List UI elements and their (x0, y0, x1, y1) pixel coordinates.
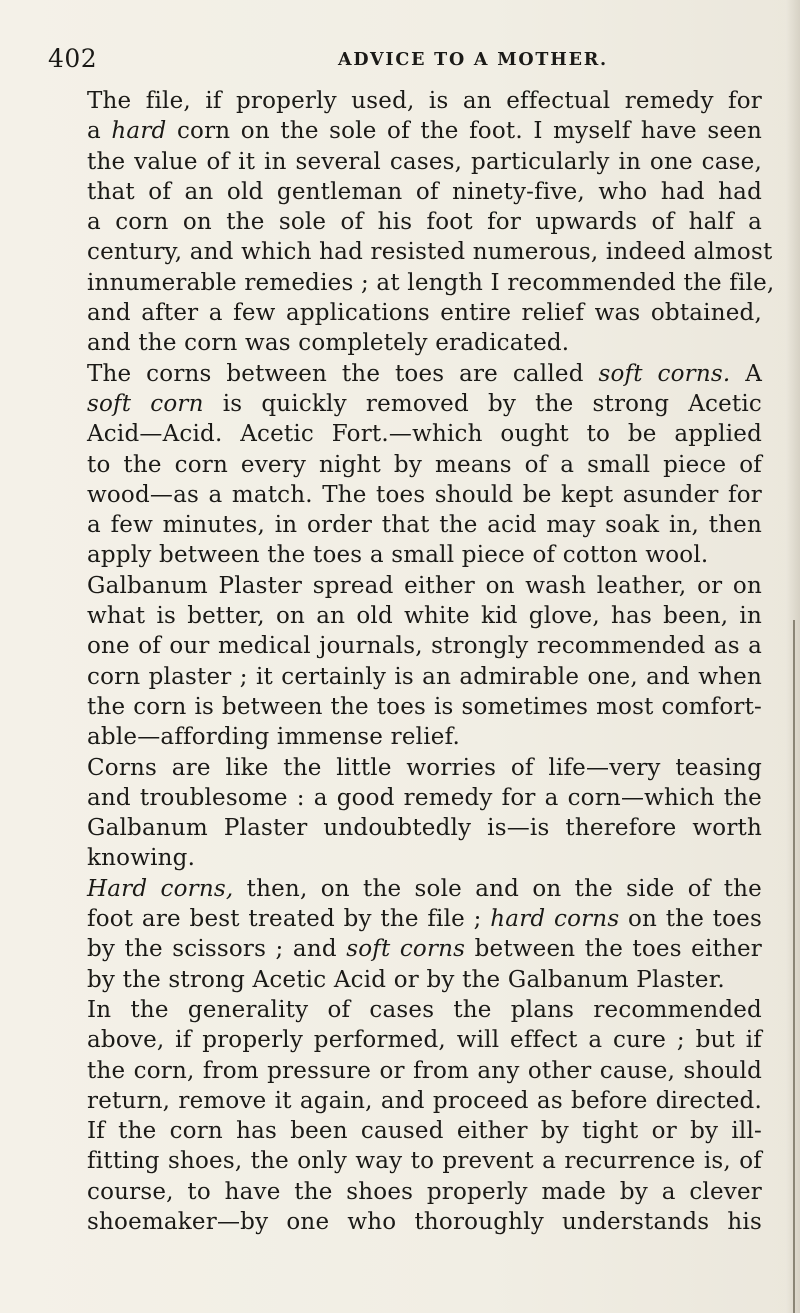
text-run: then, on the sole and on the side of the (233, 875, 762, 902)
text-run: return, remove it again, and proceed as before directed. (87, 1087, 762, 1114)
text-line (87, 328, 762, 358)
text-run: on the toes (619, 906, 762, 933)
text-line (87, 904, 762, 934)
text-line (87, 237, 773, 267)
text-line (87, 510, 762, 540)
body-text (87, 86, 775, 1237)
text-run: that of an old gentleman of ninety-five, who had had (87, 178, 762, 205)
text-line (87, 1056, 762, 1086)
text-run: a few minutes, in order that the acid may soak in, then (87, 512, 762, 539)
text-run: The file, if properly used, is an effectual remedy for (87, 88, 762, 114)
text-line (87, 874, 762, 904)
italic-text: hard corns (490, 906, 620, 933)
text-run: and after a few applications entire relief was obtained, (87, 300, 762, 327)
text-run: A (730, 360, 763, 387)
text-run: the corn, from pressure or from any other cause, should (87, 1057, 762, 1084)
text-line (87, 298, 762, 328)
italic-text: soft corn (87, 390, 204, 417)
text-line (87, 1146, 762, 1176)
italic-text: Hard corns, (87, 875, 234, 902)
text-run: one of our medical journals, strongly recommended as a (87, 633, 762, 660)
text-run: Acid—Acid. Acetic Fort.—which ought to be applied (87, 421, 762, 448)
page-header (48, 44, 768, 78)
text-line (87, 965, 762, 995)
page-edge-line (793, 620, 795, 1313)
text-line (87, 389, 762, 419)
text-run: apply between the toes a small piece of cotton wool. (87, 542, 709, 569)
italic-text: hard (111, 118, 167, 145)
text-run: shoemaker—by one who thoroughly understands his (87, 1208, 762, 1235)
text-line (87, 662, 762, 692)
text-run: fitting shoes, the only way to prevent a recurrence is, of (87, 1148, 762, 1175)
text-run: a corn on the sole of his foot for upwards of half a (87, 209, 762, 236)
text-run: and the corn was completely eradicated. (87, 330, 570, 357)
text-line (87, 480, 762, 510)
text-run: above, if properly performed, will effect a cure ; but if (87, 1027, 762, 1054)
text-run: wood—as a match. The toes should be kept asunder for (87, 481, 762, 508)
page-number: 402 (48, 44, 98, 73)
text-run: In the generality of cases the plans recommended (87, 996, 762, 1023)
text-line (87, 1086, 762, 1116)
text-line (87, 934, 762, 964)
text-run: corn on the sole of the foot. I myself have seen (166, 118, 762, 145)
text-line (87, 813, 762, 843)
text-run: by the strong Acetic Acid or by the Galbanum Plaster. (87, 966, 725, 993)
text-run: to the corn every night by means of a small piece of (87, 451, 762, 478)
text-line (87, 753, 762, 783)
text-line (87, 722, 762, 752)
text-run: course, to have the shoes properly made by a clever (87, 1178, 762, 1205)
text-run: foot are best treated by the file ; (87, 906, 491, 933)
italic-text: soft corns (346, 936, 466, 963)
text-line (87, 86, 762, 116)
text-line (87, 631, 762, 661)
italic-text: soft corns. (598, 360, 731, 387)
text-run: the corn is between the toes is sometimes most comfort- (87, 693, 762, 720)
text-line (87, 359, 762, 389)
text-line (87, 177, 762, 207)
text-line (87, 450, 762, 480)
text-line (87, 540, 762, 570)
text-run: Galbanum Plaster spread either on wash leather, or on (87, 572, 762, 599)
text-run: Galbanum Plaster undoubtedly is—is therefore worth (87, 815, 762, 842)
text-run: by the scissors ; and (87, 936, 347, 963)
text-run: century, and which had resisted numerous, indeed almost (87, 239, 773, 266)
text-line (87, 419, 762, 449)
text-line (87, 147, 762, 177)
text-run: able—affording immense relief. (87, 724, 460, 751)
text-line (87, 1207, 762, 1237)
text-run: what is better, on an old white kid glove, has been, in (87, 603, 762, 630)
text-run: Corns are like the little worries of life—very teasing (87, 754, 762, 781)
text-line (87, 116, 762, 146)
text-run: between the toes either (465, 936, 762, 963)
text-run: innumerable remedies ; at length I recommended the file, (87, 269, 775, 296)
text-line (87, 995, 762, 1025)
text-line (87, 1177, 762, 1207)
text-run: and troublesome : a good remedy for a corn—which the (87, 784, 762, 811)
text-line (87, 207, 762, 237)
text-run: The corns between the toes are called (87, 360, 599, 387)
text-run: corn plaster ; it certainly is an admirable one, and when (87, 663, 762, 690)
text-run: is quickly removed by the strong Acetic (203, 390, 762, 417)
text-line (87, 571, 762, 601)
text-run: the value of it in several cases, particularly in one case, (87, 148, 762, 175)
text-line (87, 692, 762, 722)
text-run: a (87, 118, 112, 145)
text-line (87, 601, 762, 631)
text-line (87, 1116, 762, 1146)
text-line (87, 1025, 762, 1055)
text-line (87, 783, 762, 813)
running-head: ADVICE TO A MOTHER. (338, 50, 608, 70)
text-line (87, 268, 775, 298)
text-line (87, 843, 762, 873)
text-run: knowing. (87, 845, 196, 872)
text-run: If the corn has been caused either by tight or by ill- (87, 1118, 762, 1145)
